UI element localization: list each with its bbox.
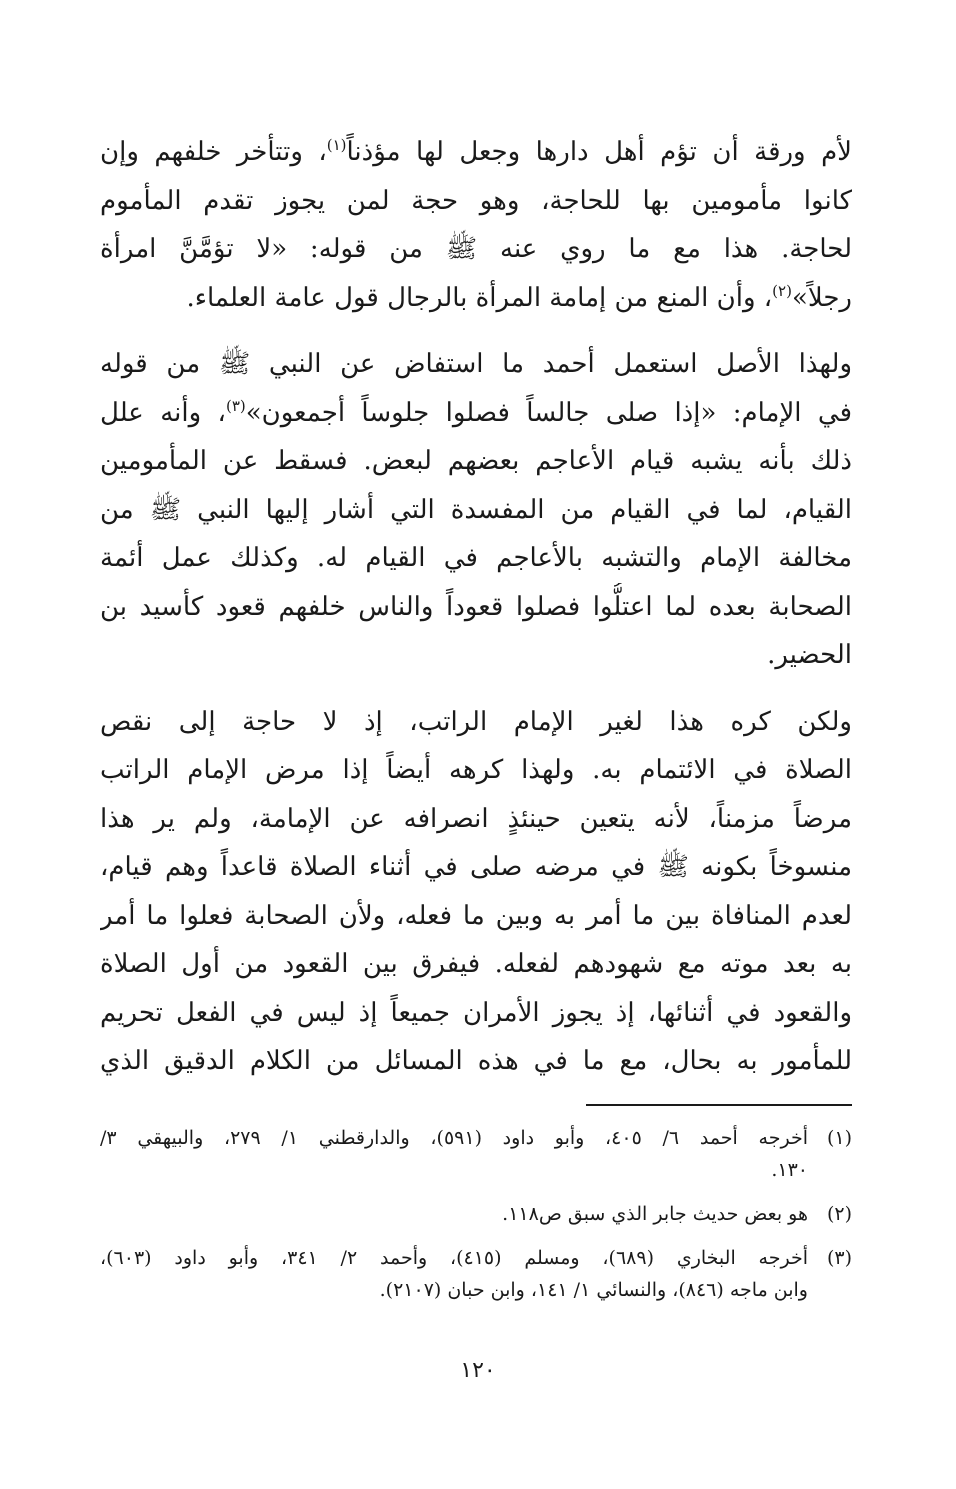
footnote-1 <box>100 1122 852 1186</box>
footnote-ref-1[interactable]: (١) <box>326 136 347 154</box>
footnote-text <box>100 1198 808 1230</box>
text-line: لحاجة. هذا مع ما روي عنه ﷺ من قوله: «لا تؤمَّنَّ امرأة <box>100 234 852 264</box>
main-text <box>100 128 852 1086</box>
text-line: لأم ورقة أن تؤم أهل دارها وجعل لها مؤذناً$^{(١)}$، وتتأخر خلفهم وإن <box>100 136 852 167</box>
footnote-line: هو بعض حديث جابر الذي سبق ص١١٨. <box>502 1203 808 1225</box>
text-line: به بعد موته مع شهودهم لفعله. فيفرق بين القعود من أول الصلاة <box>100 949 852 979</box>
text-line: كانوا مأمومين بها للحاجة، وهو حجة لمن يجوز تقدم المأموم <box>100 185 852 216</box>
text-line: لعدم المنافاة بين ما أمر به وبين ما فعله، ولأن الصحابة فعلوا ما أمر <box>100 900 852 931</box>
footnote-divider <box>586 1104 852 1106</box>
text-line: رجلاً»$^{(٢)}$، وأن المنع من إمامة المرأة بالرجال قول عامة العلماء. <box>186 281 852 313</box>
footnote-ref-2[interactable]: (٢) <box>772 281 792 300</box>
text-line: والقعود في أثنائها، إذ يجوز الأمران جميعاً إذ ليس في الفعل تحريم <box>100 997 852 1028</box>
footnote-line: ١٣٠. <box>771 1159 808 1181</box>
page-number: ١٢٠ <box>460 1358 496 1383</box>
text-line: ذلك بأنه يشبه قيام الأعاجم بعضهم لبعض. فسقط عن المأمومين <box>100 446 852 476</box>
text-line: منسوخاً بكونه ﷺ في مرضه صلى في أثناء الصلاة قاعداً وهم قيام، <box>100 852 852 882</box>
footnote-number: (١) <box>826 1127 852 1149</box>
paragraph-1 <box>100 128 852 322</box>
footnote-number: (٣) <box>826 1247 852 1269</box>
paragraph-2 <box>100 340 852 680</box>
footnotes <box>100 1122 852 1318</box>
text-line: الصلاة في الائتمام به. ولهذا كرهه أيضاً إذا مرض الإمام الراتب <box>100 755 852 785</box>
footnote-text <box>100 1122 808 1186</box>
text-line: مرضاً مزمناً، لأنه يتعين حينئذٍ انصرافه عن الإمامة، ولم ير هذا <box>100 803 852 834</box>
text-line: في الإمام: «إذا صلى جالساً فصلوا جلوساً أجمعون»$^{(٣)}$، وأنه علل <box>100 396 852 428</box>
footnote-number: (٢) <box>826 1203 852 1225</box>
footnote-2 <box>100 1198 852 1230</box>
text-line: الصحابة بعده لما اعتلُّوا فصلوا قعوداً والناس خلفهم قعود كأسيد بن <box>100 591 852 622</box>
footnote-ref-3[interactable]: (٣) <box>225 396 246 415</box>
text-line: القيام، لما في القيام من المفسدة التي أشار إليها النبي ﷺ من <box>100 494 852 525</box>
footnote-line: أخرجه أحمد ٦/ ٤٠٥، وأبو داود (٥٩١)، والدارقطني ١/ ٢٧٩، والبيهقي ٣/ <box>100 1127 808 1149</box>
footnote-3 <box>100 1242 852 1306</box>
paragraph-3 <box>100 698 852 1086</box>
text-line: مخالفة الإمام والتشبه بالأعاجم في القيام له. وكذلك عمل أئمة <box>100 543 852 573</box>
footnote-line: وابن ماجه (٨٤٦)، والنسائي ١/ ١٤١، وابن حبان (٢١٠٧). <box>379 1279 808 1301</box>
footnote-line: أخرجه البخاري (٦٨٩)، ومسلم (٤١٥)، وأحمد ٢/ ٣٤١، وأبو داود (٦٠٣)، <box>100 1247 808 1269</box>
text-line: ولهذا الأصل استعمل أحمد ما استفاض عن النبي ﷺ من قوله <box>100 349 852 379</box>
text-line: للمأمور به بحال، مع ما في هذه المسائل من الكلام الدقيق الذي <box>100 1046 852 1076</box>
text-line: الحضير. <box>767 640 852 670</box>
text-line: ولكن كره هذا لغير الإمام الراتب، إذ لا حاجة إلى نقص <box>100 706 852 737</box>
footnote-text <box>100 1242 808 1306</box>
